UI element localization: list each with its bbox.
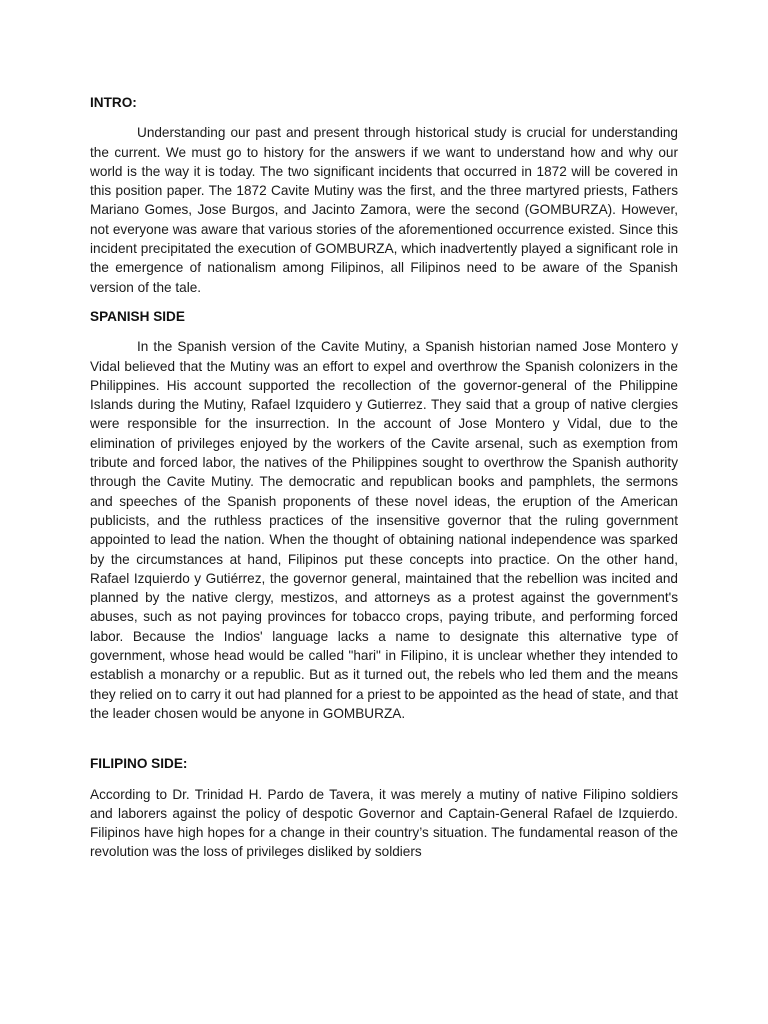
spanish-side-heading: SPANISH SIDE [90,308,185,324]
spanish-side-paragraph: In the Spanish version of the Cavite Mutiny, a Spanish historian named Jose Montero y Vidal believed that the Mutiny was an effort to expel and overthrow the Spanish colonizers in the Philippines. His account supported the recollection of the governor-general of the Philippine Islands during the Mutiny, Rafael Izquidero y Gutierrez. They said that a group of native clergies were responsible for the insurrection. In the account of Jose Montero y Vidal, due to the elimination of privileges enjoyed by the workers of the Cavite arsenal, such as exemption from tribute and forced labor, the natives of the Philippines sought to overthrow the Spanish authority through the Cavite Mutiny. The democratic and republican books and pamphlets, the sermons and speeches of the Spanish proponents of these novel ideas, the eruption of the American publicists, and the ruthless practices of the insensitive governor that the ruling government appointed to lead the nation. When the thought of obtaining national independence was sparked by the circumstances at hand, Filipinos put these concepts into practice. On the other hand, Rafael Izquierdo y Gutiérrez, the governor general, maintained that the rebellion was incited and planned by the native clergy, mestizos, and attorneys as a protest against the government's abuses, such as not paying provinces for tobacco crops, paying tribute, and performing forced labor. Because the Indios' language lacks a name to designate this alternative type of government, whose head would be called "hari" in Filipino, it is unclear whether they intended to establish a monarchy or a republic. But as it turned out, the rebels who led them and the means they relied on to carry it out had planned for a priest to be appointed as the head of state, and that the leader chosen would be anyone in GOMBURZA. [90,339,678,721]
document-body [90,93,678,862]
intro-heading: INTRO: [90,95,137,110]
filipino-side-heading: FILIPINO SIDE: [90,756,188,772]
filipino-side-paragraph: According to Dr. Trinidad H. Pardo de Tavera, it was merely a mutiny of native Filipino soldiers and laborers against the policy of despotic Governor and Captain-General Rafael de Izquierdo. Filipinos have high hopes for a change in their country’s situation. The fundamental reason of the revolution was the loss of privileges disliked by soldiers [90,786,678,860]
intro-paragraph: Understanding our past and present through historical study is crucial for understanding the current. We must go to history for the answers if we want to understand how and why our world is the way it is today. The two significant incidents that occurred in 1872 will be covered in this position paper. The 1872 Cavite Mutiny was the first, and the three martyred priests, Fathers Mariano Gomes, Jose Burgos, and Jacinto Zamora, were the second (GOMBURZA). However, not everyone was aware that various stories of the aforementioned occurrence existed. Since this incident precipitated the execution of GOMBURZA, which inadvertently played a significant role in the emergence of nationalism among Filipinos, all Filipinos need to be aware of the Spanish version of the tale. [90,125,678,295]
